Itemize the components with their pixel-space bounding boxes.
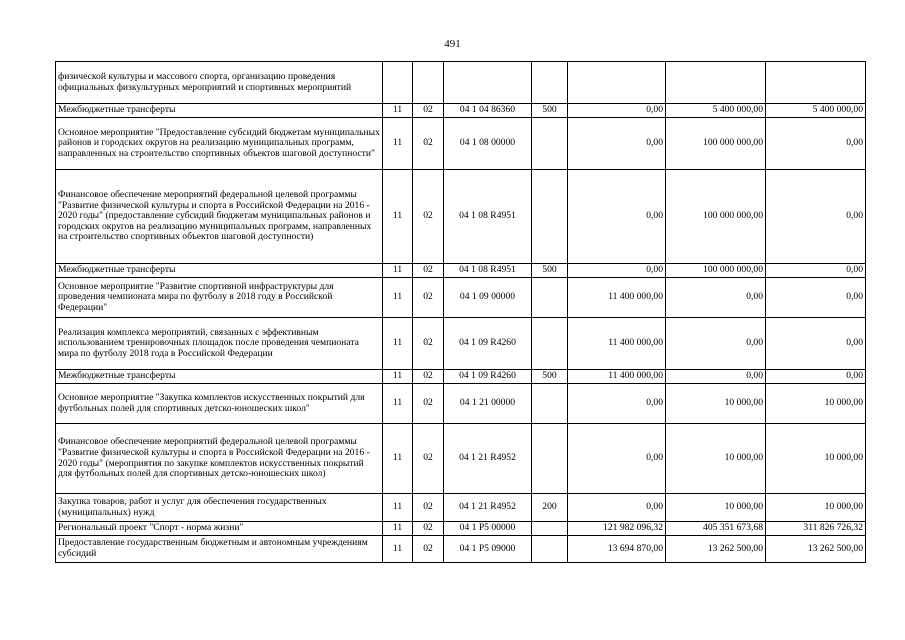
table-row: [56, 104, 866, 118]
item-name: Реализация комплекса мероприятий, связанных с эффективным использованием тренировочных площадок после проведения чемпионата мира по футболу 2018 года в Российской Федерации: [56, 318, 383, 370]
amount-col-1: [568, 62, 666, 104]
target-article-code: 04 1 21 R4952: [444, 424, 532, 494]
amount-col-2: 10 000,00: [666, 424, 766, 494]
target-article-code: 04 1 09 00000: [444, 278, 532, 318]
target-article-code: 04 1 08 R4951: [444, 264, 532, 278]
table-row: [56, 370, 866, 384]
target-article-code: 04 1 08 00000: [444, 118, 532, 170]
subsection-code: [413, 62, 444, 104]
subsection-code: 02: [413, 522, 444, 536]
amount-col-2: 0,00: [666, 278, 766, 318]
amount-col-1: 0,00: [568, 424, 666, 494]
expense-type-code: 500: [532, 264, 568, 278]
target-article-code: 04 1 09 R4260: [444, 370, 532, 384]
amount-col-1: 11 400 000,00: [568, 278, 666, 318]
amount-col-3: 0,00: [766, 370, 866, 384]
subsection-code: 02: [413, 264, 444, 278]
amount-col-3: 0,00: [766, 264, 866, 278]
amount-col-1: 11 400 000,00: [568, 318, 666, 370]
table-row: [56, 62, 866, 104]
section-code: 11: [383, 536, 413, 563]
amount-col-3: 10 000,00: [766, 494, 866, 522]
amount-col-1: 0,00: [568, 118, 666, 170]
amount-col-3: 311 826 726,32: [766, 522, 866, 536]
amount-col-1: 0,00: [568, 170, 666, 264]
amount-col-3: 5 400 000,00: [766, 104, 866, 118]
subsection-code: 02: [413, 104, 444, 118]
item-name: Основное мероприятие "Предоставление субсидий бюджетам муниципальных районов и городских округов на реализацию муниципальных программ, направленных на строительство спортивных объектов шаговой доступности": [56, 118, 383, 170]
target-article-code: 04 1 21 R4952: [444, 494, 532, 522]
subsection-code: 02: [413, 318, 444, 370]
page-number: 491: [444, 38, 461, 50]
table-row: [56, 170, 866, 264]
amount-col-1: 13 694 870,00: [568, 536, 666, 563]
table-row: [56, 278, 866, 318]
amount-col-2: 100 000 000,00: [666, 118, 766, 170]
subsection-code: 02: [413, 424, 444, 494]
expense-type-code: [532, 536, 568, 563]
item-name: Финансовое обеспечение мероприятий федеральной целевой программы "Развитие физической культуры и спорта в Российской Федерации на 2016 - 2020 годы" (мероприятия по закупке комплектов искусственных покрытий для футбольных полей для спортивных детско-юношеских школ): [56, 424, 383, 494]
item-name: физической культуры и массового спорта, организацию проведения официальных физкультурных мероприятий и спортивных мероприятий: [56, 62, 383, 104]
expense-type-code: 500: [532, 104, 568, 118]
amount-col-2: 5 400 000,00: [666, 104, 766, 118]
section-code: 11: [383, 522, 413, 536]
section-code: 11: [383, 384, 413, 424]
table-body: [56, 62, 866, 563]
amount-col-2: [666, 62, 766, 104]
section-code: 11: [383, 370, 413, 384]
amount-col-1: 0,00: [568, 264, 666, 278]
amount-col-3: 10 000,00: [766, 384, 866, 424]
section-code: [383, 62, 413, 104]
amount-col-2: 10 000,00: [666, 384, 766, 424]
section-code: 11: [383, 104, 413, 118]
amount-col-1: 0,00: [568, 384, 666, 424]
amount-col-2: 0,00: [666, 370, 766, 384]
amount-col-3: 0,00: [766, 118, 866, 170]
amount-col-1: 121 982 096,32: [568, 522, 666, 536]
item-name: Региональный проект "Спорт - норма жизни": [56, 522, 383, 536]
amount-col-3: 10 000,00: [766, 424, 866, 494]
amount-col-3: 0,00: [766, 170, 866, 264]
amount-col-1: 11 400 000,00: [568, 370, 666, 384]
expense-type-code: [532, 170, 568, 264]
expense-type-code: [532, 522, 568, 536]
section-code: 11: [383, 118, 413, 170]
amount-col-2: 10 000,00: [666, 494, 766, 522]
item-name: Основное мероприятие "Закупка комплектов искусственных покрытий для футбольных полей для спортивных детско-юношеских школ": [56, 384, 383, 424]
table-row: [56, 264, 866, 278]
target-article-code: 04 1 P5 00000: [444, 522, 532, 536]
item-name: Основное мероприятие "Развитие спортивной инфраструктуры для проведения чемпионата мира по футболу в 2018 году в Российской Федерации": [56, 278, 383, 318]
target-article-code: 04 1 04 86360: [444, 104, 532, 118]
expense-type-code: [532, 424, 568, 494]
expense-type-code: [532, 278, 568, 318]
target-article-code: [444, 62, 532, 104]
expense-type-code: 200: [532, 494, 568, 522]
amount-col-2: 100 000 000,00: [666, 170, 766, 264]
target-article-code: 04 1 21 00000: [444, 384, 532, 424]
subsection-code: 02: [413, 170, 444, 264]
table-row: [56, 384, 866, 424]
subsection-code: 02: [413, 118, 444, 170]
amount-col-3: 0,00: [766, 318, 866, 370]
item-name: Межбюджетные трансферты: [56, 370, 383, 384]
amount-col-2: 405 351 673,68: [666, 522, 766, 536]
item-name: Предоставление государственным бюджетным и автономным учреждениям субсидий: [56, 536, 383, 563]
subsection-code: 02: [413, 494, 444, 522]
expense-type-code: [532, 62, 568, 104]
item-name: Закупка товаров, работ и услуг для обеспечения государственных (муниципальных) нужд: [56, 494, 383, 522]
expense-type-code: [532, 118, 568, 170]
amount-col-2: 13 262 500,00: [666, 536, 766, 563]
table-row: [56, 494, 866, 522]
subsection-code: 02: [413, 278, 444, 318]
item-name: Финансовое обеспечение мероприятий федеральной целевой программы "Развитие физической культуры и спорта в Российской Федерации на 2016 - 2020 годы" (предоставление субсидий бюджетам муниципальных районов и городских округов на реализацию муниципальных программ, направленных на строительство спортивных объектов шаговой доступности): [56, 170, 383, 264]
amount-col-1: 0,00: [568, 104, 666, 118]
section-code: 11: [383, 278, 413, 318]
section-code: 11: [383, 424, 413, 494]
section-code: 11: [383, 494, 413, 522]
table-row: [56, 424, 866, 494]
item-name: Межбюджетные трансферты: [56, 104, 383, 118]
amount-col-2: 0,00: [666, 318, 766, 370]
subsection-code: 02: [413, 536, 444, 563]
expense-type-code: [532, 318, 568, 370]
section-code: 11: [383, 170, 413, 264]
amount-col-3: [766, 62, 866, 104]
target-article-code: 04 1 09 R4260: [444, 318, 532, 370]
target-article-code: 04 1 08 R4951: [444, 170, 532, 264]
subsection-code: 02: [413, 384, 444, 424]
item-name: Межбюджетные трансферты: [56, 264, 383, 278]
target-article-code: 04 1 P5 09000: [444, 536, 532, 563]
table-row: [56, 522, 866, 536]
section-code: 11: [383, 264, 413, 278]
table-row: [56, 536, 866, 563]
amount-col-1: 0,00: [568, 494, 666, 522]
expense-type-code: [532, 384, 568, 424]
amount-col-2: 100 000 000,00: [666, 264, 766, 278]
amount-col-3: 0,00: [766, 278, 866, 318]
expense-type-code: 500: [532, 370, 568, 384]
subsection-code: 02: [413, 370, 444, 384]
budget-table: [55, 61, 866, 563]
table-row: [56, 118, 866, 170]
table-row: [56, 318, 866, 370]
amount-col-3: 13 262 500,00: [766, 536, 866, 563]
section-code: 11: [383, 318, 413, 370]
